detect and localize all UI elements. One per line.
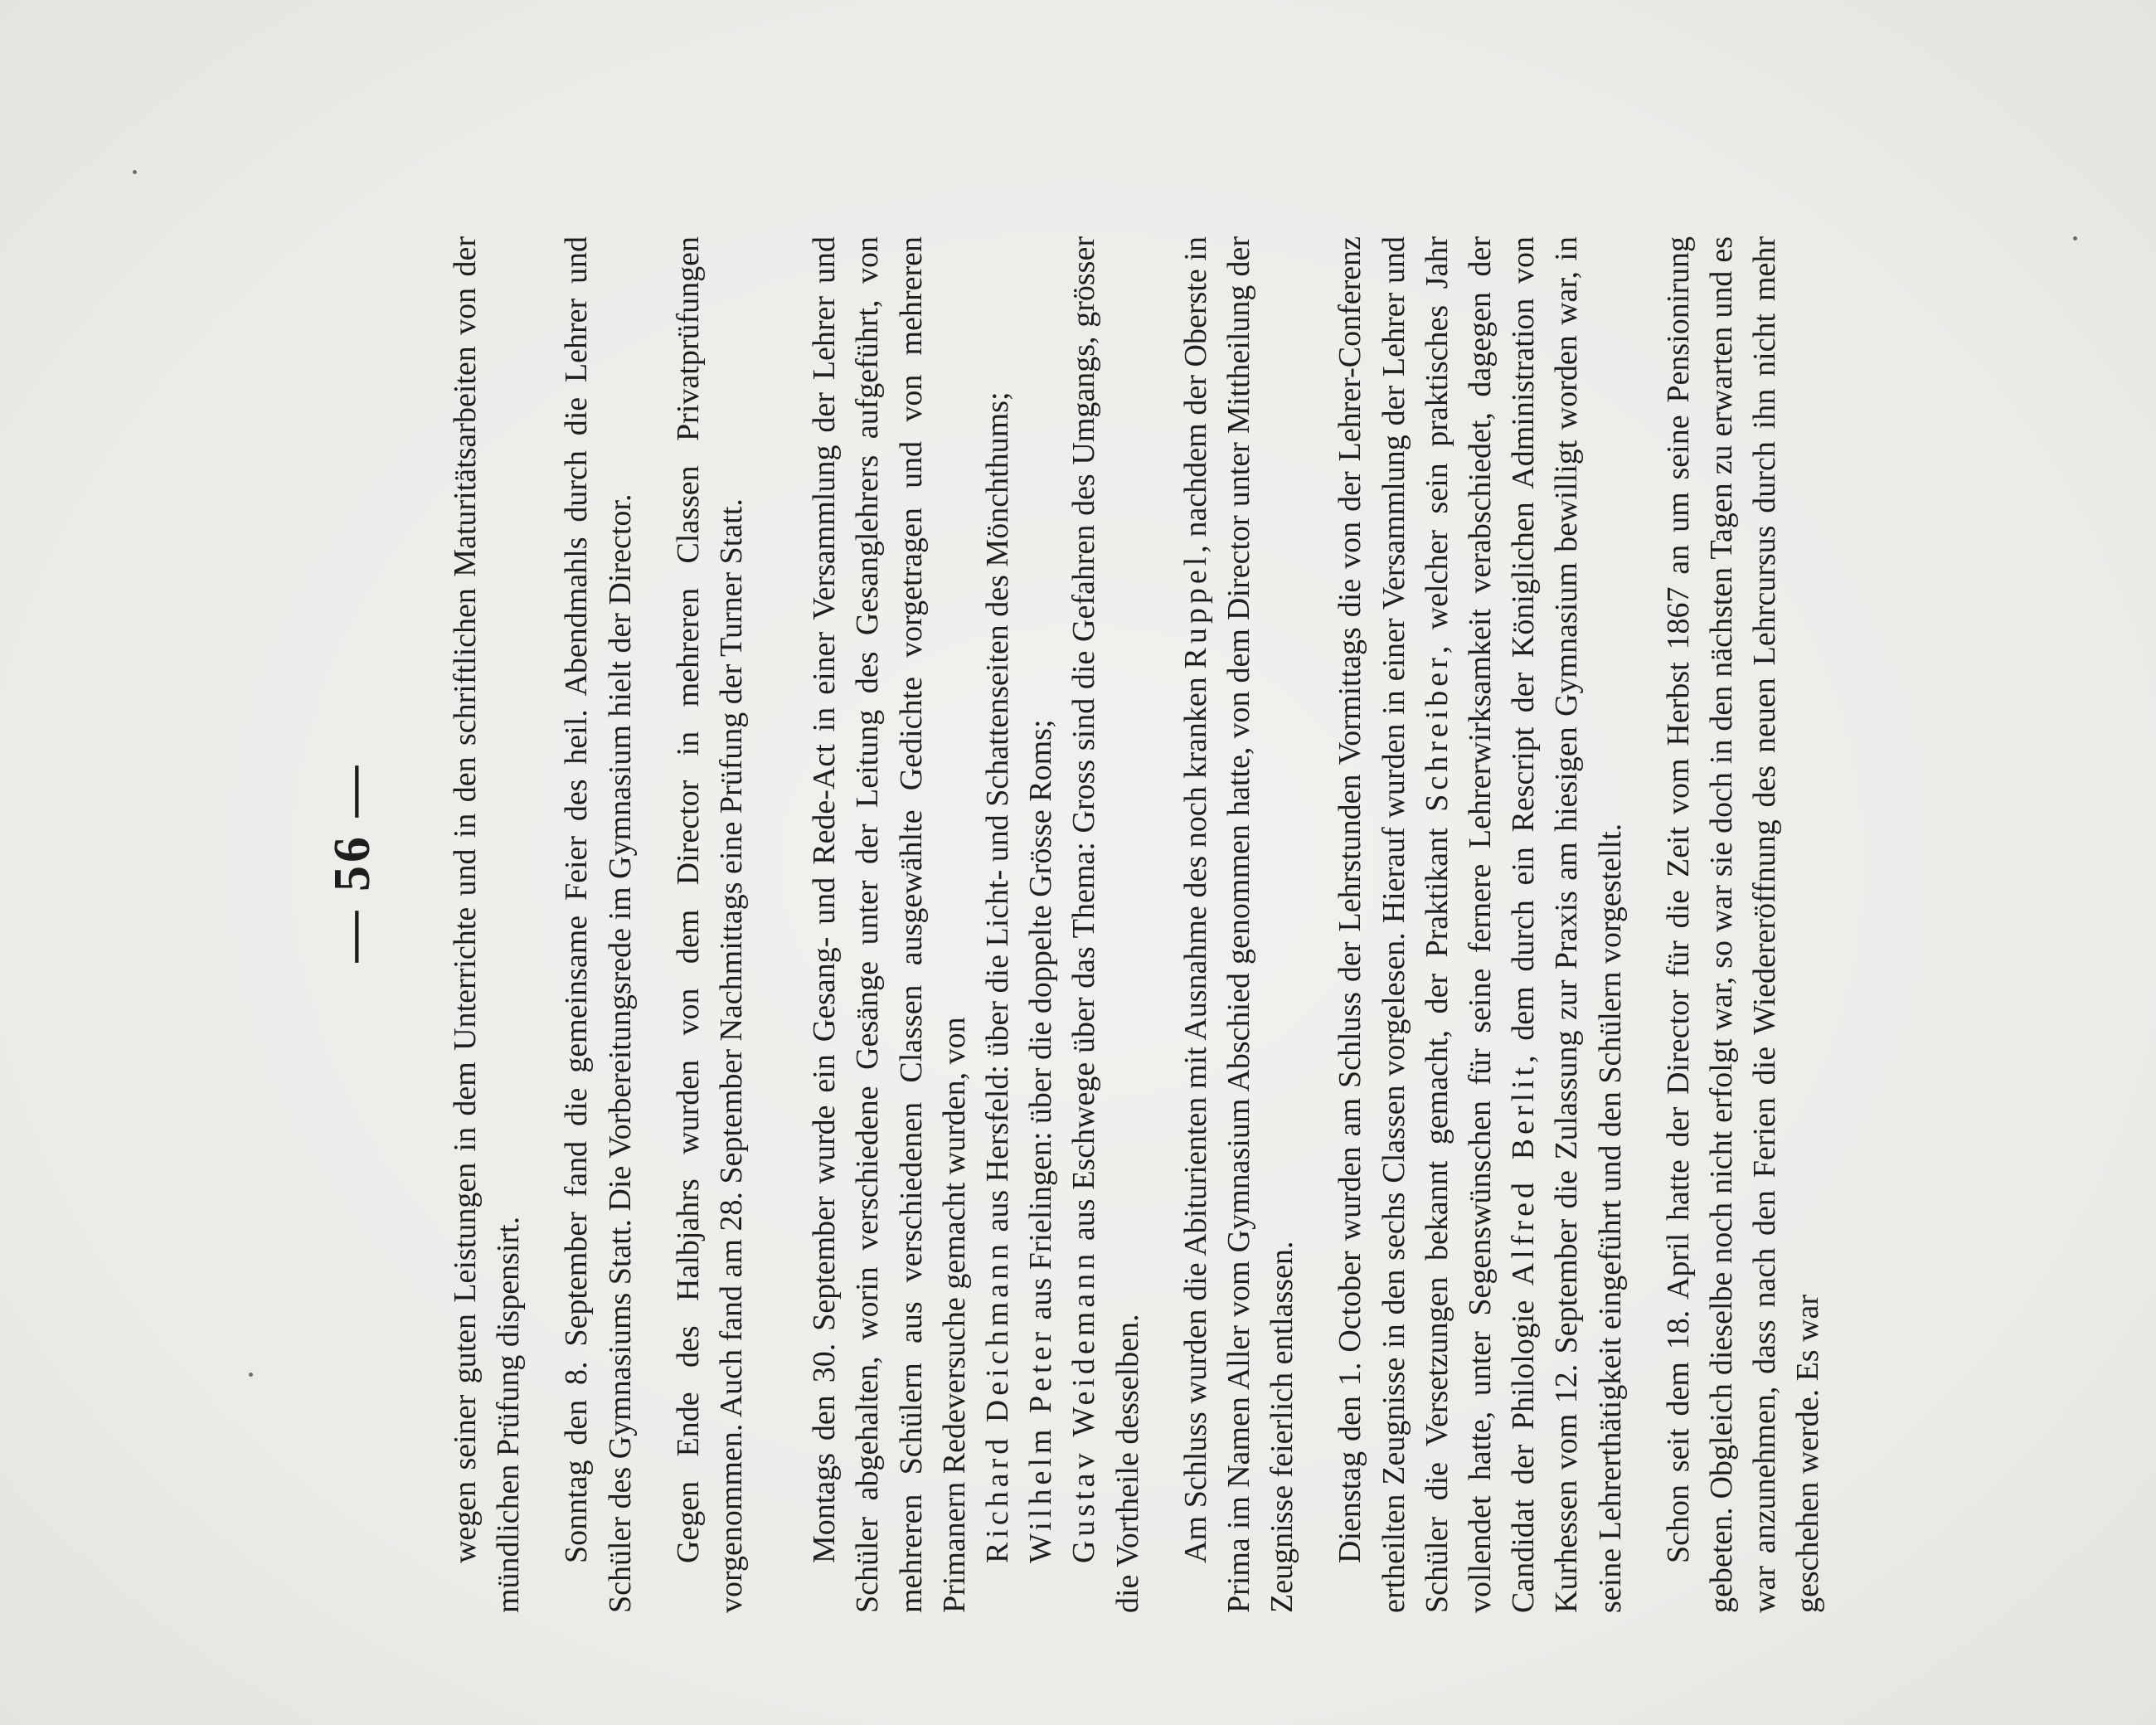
scan-speck — [249, 1373, 253, 1377]
paragraph-communion — [555, 236, 641, 1613]
scan-speck — [2073, 236, 2077, 241]
scan-speck — [133, 170, 137, 174]
text-run: , dem durch ein Rescript der Königlichen Administration von Kurhessen vom 12. September die Zulassung zur Praxis am hiesigen Gymnasium bewilligt worden war, in seine Lehrerthätigkeit eingeführt und den Schülern vorgestellt. — [1506, 236, 1628, 1613]
spaced-name: Richard Deichmann — [980, 1240, 1016, 1563]
text-run: , welcher sein praktisches Jahr vollendet hatte, unter Segenswünschen für seine fernere Lehrerwirksamkeit verabschiedet, dagegen der Candidat der Philologie — [1419, 236, 1542, 1613]
text-run: aus Frielingen: über die doppelte Grösse Roms; — [1023, 719, 1059, 1328]
spaced-name: Schreiber — [1419, 654, 1454, 812]
spaced-name: Ruppel — [1178, 552, 1213, 669]
text-run: aus Hersfeld: über die Licht- und Schattenseiten des Mönchthums; — [980, 391, 1016, 1241]
page-number: — 56 — — [324, 762, 381, 963]
spaced-name: Gustav Weidemann — [1066, 1249, 1102, 1563]
text-run: Schon seit dem 18. April hatte der Director für die Zeit vom Herbst 1867 an um seine Pensionirung gebeten. Obgleich dieselbe noch nicht erfolgt war, so war sie doch in den nächsten Tagen zu erwarten und es war anzunehmen, dass nach den Ferien die Wiedereröffnung des neuen Lehrcursus durch ihn nicht mehr geschehen werde. Es war — [1660, 236, 1826, 1613]
text-run: Am Schluss wurden die Abiturienten mit Ausnahme des noch kranken — [1178, 668, 1213, 1563]
paragraph-song-and-speech-act — [803, 236, 976, 1613]
document-body — [444, 236, 1830, 1613]
text-run: Dienstag den 1. October wurden am Schluss der Lehrstunden Vormittags die von der Lehrer-Conferenz ertheilten Zeugnisse in den sechs Classen vorgelesen. Hierauf wurden in einer Versammlung der Lehrer und Schüler die Versetzungen bekannt gemacht, der Praktikant — [1333, 236, 1454, 1613]
text-run: Montags den 30. September wurde ein Gesang- und Rede-Act in einer Versammlung der Lehrer und Schüler abgehalten, worin verschiedene Gesänge unter der Leitung des Gesanglehrers aufgeführt, von mehreren Schülern aus verschiedenen Classen ausgewählte Gedichte vorgetragen und von mehreren Primanern Redeversuche gemacht wurden, von — [807, 236, 972, 1613]
text-run: wegen seiner guten Leistungen in dem Unterrichte und in den schriftlichen Maturitätsarbeiten von der mündlichen Prüfung dispensirt. — [448, 236, 527, 1613]
paragraph-speaker-weidemann — [1062, 236, 1148, 1613]
spaced-name: Wilhelm Peter — [1023, 1327, 1059, 1563]
paragraph-dispensation — [444, 236, 530, 1613]
rotated-document-page — [290, 75, 1866, 1650]
paragraph-speaker-peter — [1019, 236, 1062, 1613]
text-run: aus Eschwege über das Thema: Gross sind die Gefahren des Umgangs, grösser die Vortheile desselben. — [1066, 236, 1145, 1613]
text-run: , nachdem der Oberste in Prima im Namen Aller vom Gymnasium Abschied genommen hatte, von dem Director unter Mittheilung der Zeugnisse feierlich entlassen. — [1178, 236, 1300, 1613]
paragraph-speaker-deichmann — [976, 236, 1019, 1613]
text-run: Gegen Ende des Halbjahrs wurden von dem Director in mehreren Classen Privatprüfungen vorgenommen. Auch fand am 28. September Nachmittags eine Prüfung der Turner Statt. — [670, 236, 750, 1613]
paragraph-october-first — [1328, 236, 1631, 1613]
paragraph-private-exams — [667, 236, 753, 1613]
spaced-name: Alfred Berlit — [1506, 1062, 1542, 1286]
text-run: Sonntag den 8. September fand die gemeinsame Feier des heil. Abendmahls durch die Lehrer und Schüler des Gymnasiums Statt. Die Vorbereitungsrede im Gymnasium hielt der Director. — [559, 236, 638, 1613]
paragraph-graduates-dismissed — [1174, 236, 1304, 1613]
paragraph-pension-request — [1657, 236, 1830, 1613]
